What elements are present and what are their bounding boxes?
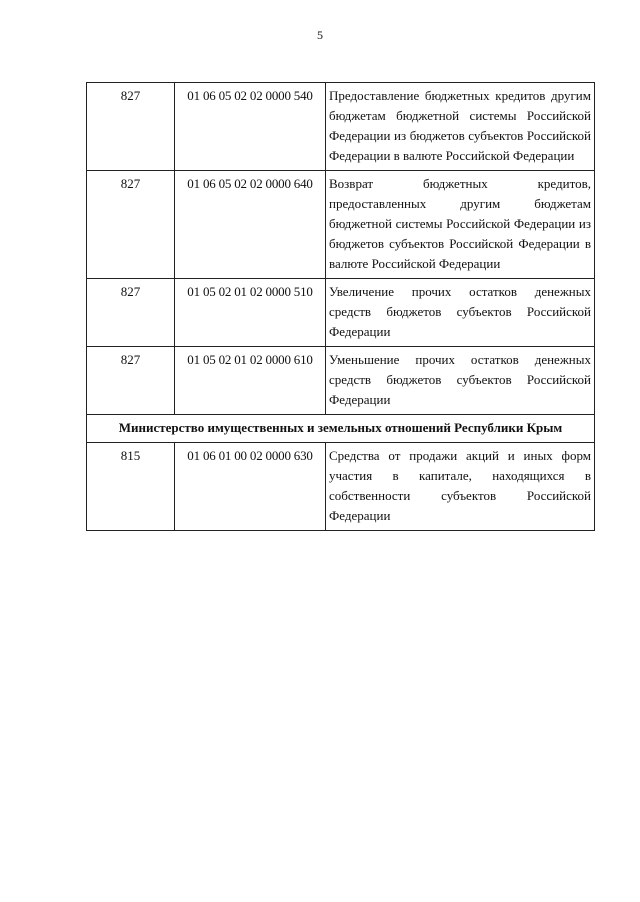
budget-code-cell: 01 06 05 02 02 0000 640 [175,171,326,279]
budget-code-cell: 01 05 02 01 02 0000 510 [175,279,326,347]
budget-code-cell: 01 05 02 01 02 0000 610 [175,347,326,415]
table-row [87,83,595,171]
table-row [87,443,595,531]
description-cell: Предоставление бюджетных кредитов другим бюджетам бюджетной системы Российской Федерации из бюджетов субъектов Российской Федерации в валюте Российской Федерации [326,83,595,171]
admin-code-cell: 827 [87,279,175,347]
admin-code-cell: 827 [87,83,175,171]
table-row [87,347,595,415]
description-cell: Увеличение прочих остатков денежных средств бюджетов субъектов Российской Федерации [326,279,595,347]
description-cell: Возврат бюджетных кредитов, предоставленных другим бюджетам бюджетной системы Российской Федерации из бюджетов субъектов Российской Федерации в валюте Российской Федерации [326,171,595,279]
budget-code-cell: 01 06 05 02 02 0000 540 [175,83,326,171]
budget-code-cell: 01 06 01 00 02 0000 630 [175,443,326,531]
admin-code-cell: 827 [87,347,175,415]
table-row [87,279,595,347]
section-header-row [87,415,595,443]
description-cell: Уменьшение прочих остатков денежных средств бюджетов субъектов Российской Федерации [326,347,595,415]
admin-code-cell: 815 [87,443,175,531]
description-cell: Средства от продажи акций и иных форм участия в капитале, находящихся в собственности субъектов Российской Федерации [326,443,595,531]
admin-code-cell: 827 [87,171,175,279]
page-number: 5 [317,28,323,42]
table-row [87,171,595,279]
budget-sources-table [86,82,595,531]
section-title: Министерство имущественных и земельных отношений Республики Крым [87,415,595,443]
